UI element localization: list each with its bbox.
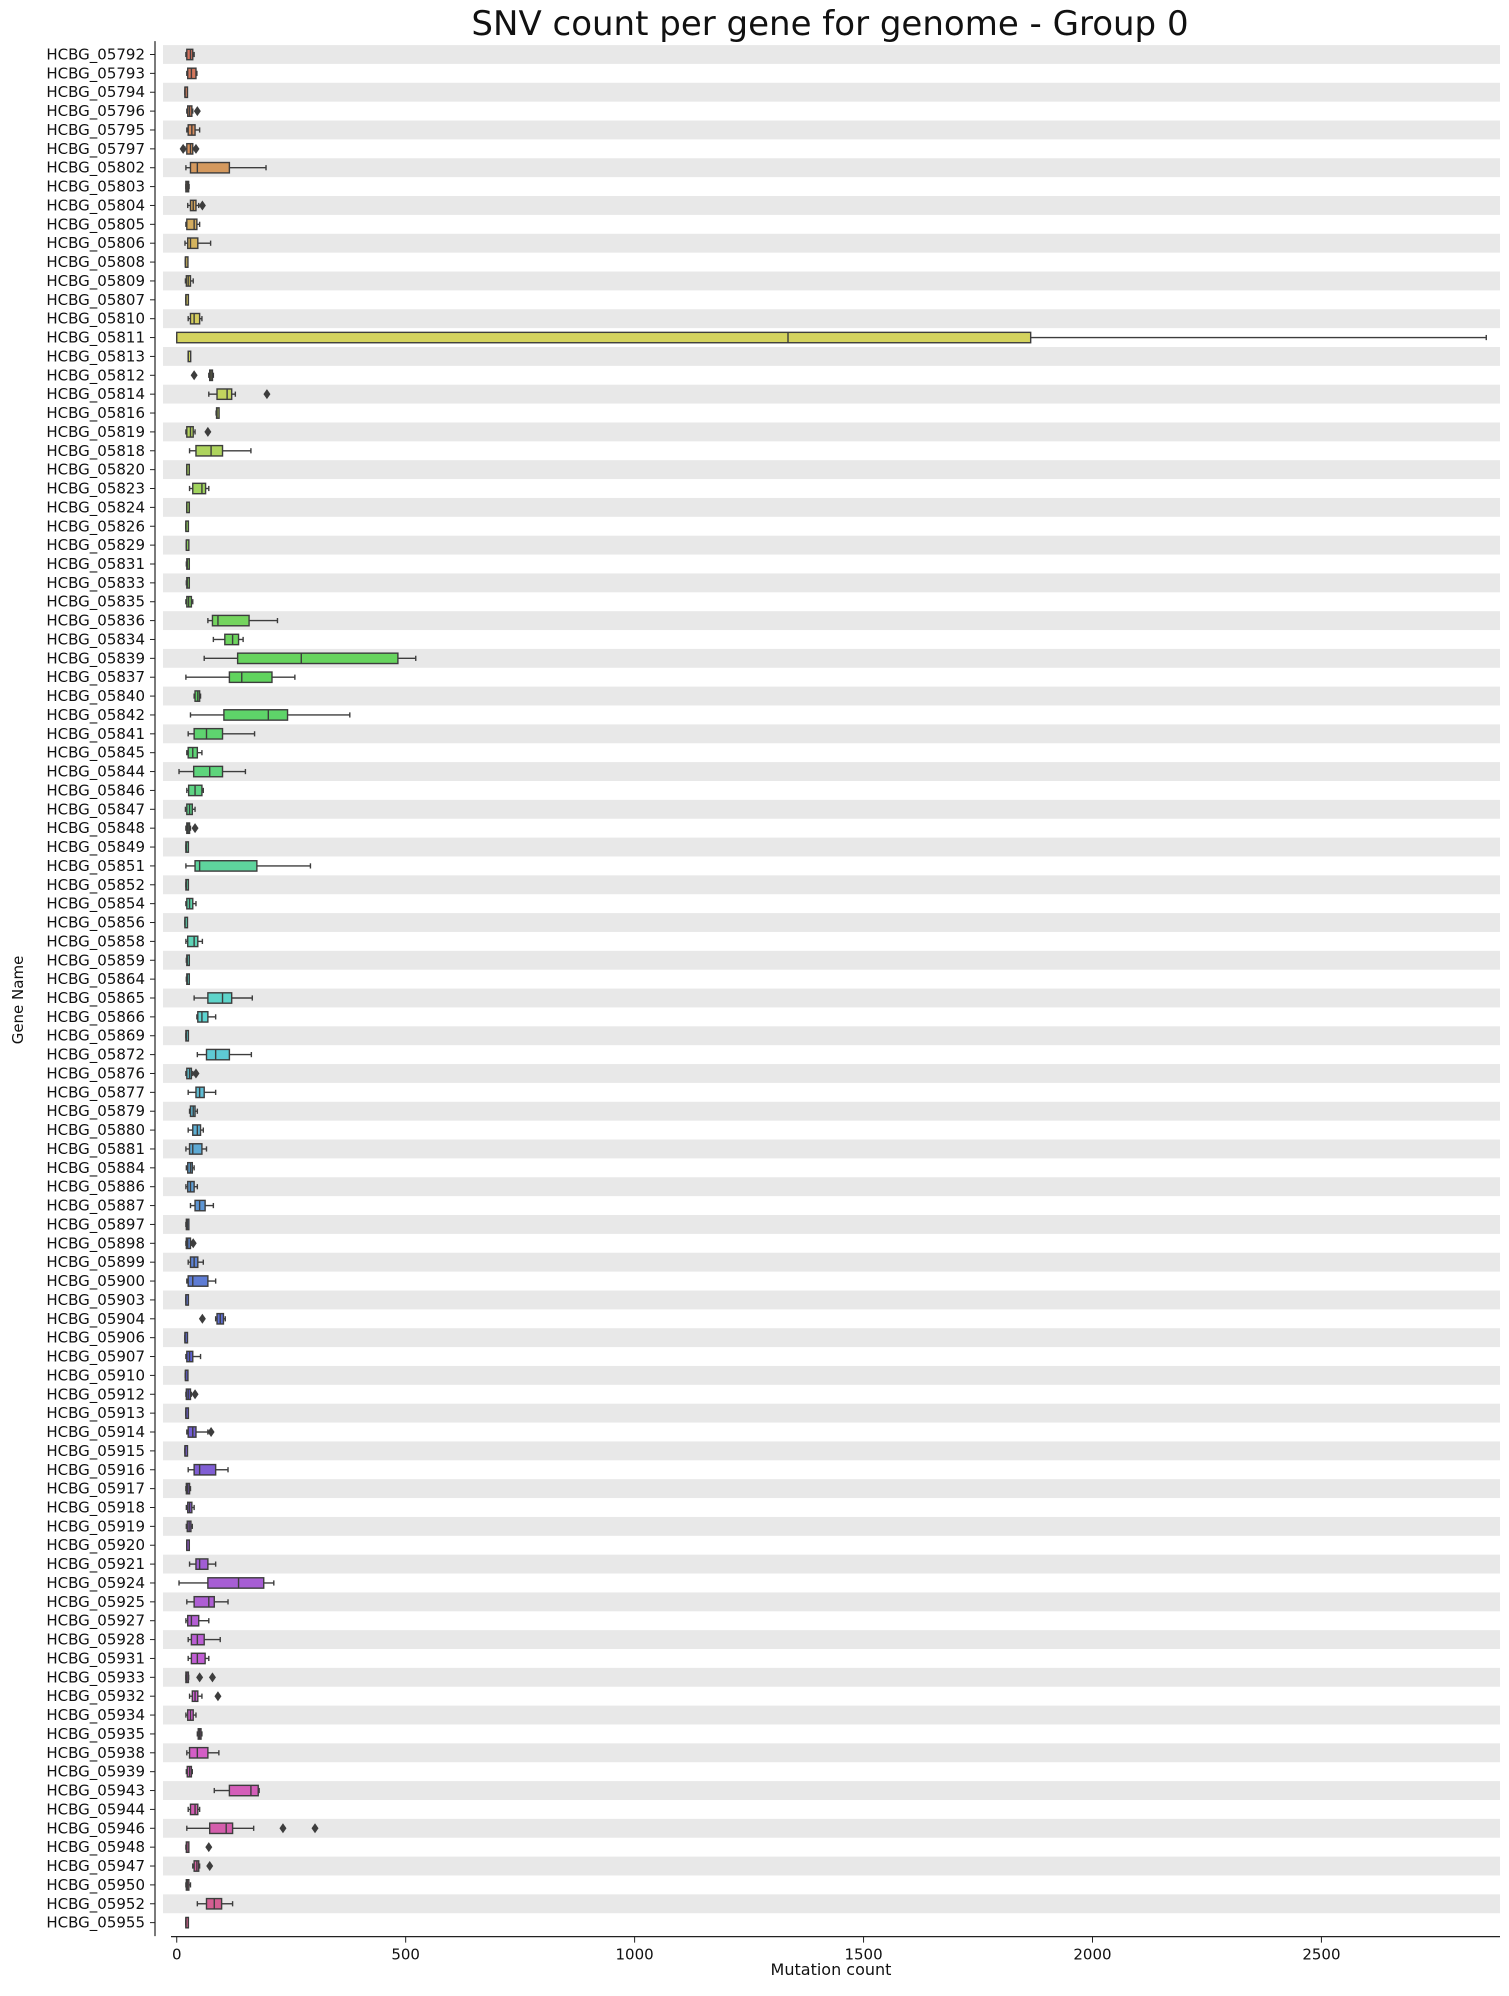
y-tick-label: HCBG_05900 [46,1272,145,1291]
gene-box [190,1200,213,1210]
iqr-box [191,1653,205,1663]
y-tick-label: HCBG_05887 [46,1196,145,1215]
y-tick-label: HCBG_05831 [46,554,145,573]
y-tick-label: HCBG_05805 [46,215,145,234]
y-tick-label: HCBG_05946 [46,1819,145,1838]
y-tick-label: HCBG_05903 [46,1290,145,1309]
gene-box [186,823,199,833]
y-tick-label: HCBG_05916 [46,1460,145,1479]
gene-box [186,974,189,984]
iqr-box [190,1804,197,1814]
outlier-point [194,106,201,116]
gene-box [185,1446,188,1456]
y-tick-label: HCBG_05841 [46,724,145,743]
y-tick-label: HCBG_05924 [46,1573,145,1592]
y-tick-label: HCBG_05864 [46,970,145,989]
outlier-point [208,1427,215,1437]
y-tick-label: HCBG_05928 [46,1630,145,1649]
y-tick-label: HCBG_05950 [46,1875,145,1894]
iqr-box [188,1616,199,1626]
y-tick-label: HCBG_05919 [46,1517,145,1536]
y-tick-label: HCBG_05910 [46,1366,145,1385]
gene-box [186,1521,192,1531]
gene-box [180,144,200,154]
y-tick-label: HCBG_05794 [46,83,145,102]
y-tick-label: HCBG_05844 [46,762,145,781]
y-tick-label: HCBG_05948 [46,1838,145,1857]
outlier-point [214,1691,221,1701]
y-tick-label: HCBG_05876 [46,1064,145,1083]
row-stripe [163,838,1500,857]
gene-box [187,1540,190,1550]
outlier-point [199,1314,206,1324]
gene-box [190,710,349,720]
row-stripe [163,573,1500,592]
y-tick-label: HCBG_05797 [46,139,145,158]
row-stripe [163,1328,1500,1347]
row-stripe [163,1064,1500,1083]
y-tick-label: HCBG_05872 [46,1045,145,1064]
outlier-point [191,370,198,380]
x-tick-label: 500 [391,1945,420,1964]
row-stripe [163,875,1500,894]
gene-box [186,842,189,852]
y-tick-label: HCBG_05955 [46,1913,145,1932]
y-tick-label: HCBG_05845 [46,743,145,762]
y-tick-label: HCBG_05839 [46,649,145,668]
y-tick-label: HCBG_05913 [46,1404,145,1423]
gene-box [188,1087,215,1097]
y-tick-label: HCBG_05932 [46,1687,145,1706]
x-tick-label: 1500 [844,1945,883,1964]
y-tick-label: HCBG_05927 [46,1611,145,1630]
row-stripe [163,1404,1500,1423]
y-tick-label: HCBG_05820 [46,460,145,479]
row-stripes [163,45,1500,1913]
row-stripe [163,989,1500,1008]
y-tick-label: HCBG_05834 [46,630,145,649]
y-tick-label: HCBG_05952 [46,1894,145,1913]
iqr-box [190,1748,208,1758]
gene-box [186,559,189,569]
iqr-box [188,1276,208,1286]
y-tick-label: HCBG_05840 [46,687,145,706]
y-tick-label: HCBG_05939 [46,1762,145,1781]
iqr-box [225,634,239,644]
row-stripe [163,1592,1500,1611]
y-tick-label: HCBG_05833 [46,573,145,592]
y-tick-label: HCBG_05848 [46,819,145,838]
y-tick-label: HCBG_05811 [46,328,145,347]
iqr-box [208,1578,264,1588]
iqr-box [190,1144,202,1154]
row-stripe [163,272,1500,291]
gene-box [186,955,189,965]
y-tick-label: HCBG_05807 [46,290,145,309]
iqr-box [198,1012,208,1022]
y-tick-label: HCBG_05920 [46,1536,145,1555]
row-stripe [163,83,1500,102]
y-tick-label: HCBG_05842 [46,705,145,724]
gene-box [177,332,1487,342]
gene-box [186,1616,209,1626]
y-tick-label: HCBG_05884 [46,1158,145,1177]
row-stripe [163,1102,1500,1121]
gene-box [186,672,295,682]
row-stripe [163,1177,1500,1196]
row-stripe [163,1857,1500,1876]
y-tick-label: HCBG_05915 [46,1441,145,1460]
y-tick-label: HCBG_05829 [46,536,145,555]
gene-box [186,181,189,191]
y-tick-label: HCBG_05865 [46,989,145,1007]
y-tick-label: HCBG_05793 [46,64,145,83]
iqr-box [188,936,198,946]
iqr-box [194,1597,214,1607]
gene-box [188,1465,228,1475]
gene-box [186,540,189,550]
y-tick-label: HCBG_05918 [46,1498,145,1517]
gene-box [186,1842,212,1852]
y-tick-label: HCBG_05792 [46,45,145,64]
row-stripe [163,1668,1500,1687]
row-stripe [163,347,1500,366]
y-tick-label: HCBG_05796 [46,102,145,121]
gene-box [185,1332,188,1342]
row-stripe [163,385,1500,404]
gene-box [197,1729,202,1739]
x-tick-label: 0 [171,1945,182,1964]
y-tick-label: HCBG_05856 [46,913,145,932]
row-stripe [163,309,1500,328]
y-tick-label: HCBG_05933 [46,1668,145,1687]
y-tick-label: HCBG_05859 [46,951,145,970]
row-stripe [163,1290,1500,1309]
y-tick-label: HCBG_05904 [46,1309,145,1328]
iqr-box [194,766,223,776]
gene-box [187,68,197,78]
row-stripe [163,1215,1500,1234]
iqr-box [196,1559,208,1569]
gene-box [186,1031,189,1041]
y-tick-label: HCBG_05808 [46,253,145,272]
y-tick-label: HCBG_05823 [46,479,145,498]
gene-box [186,1917,189,1927]
y-tick-label: HCBG_05877 [46,1083,145,1102]
y-tick-label: HCBG_05847 [46,800,145,819]
y-tick-label: HCBG_05899 [46,1253,145,1272]
y-tick-label: HCBG_05947 [46,1857,145,1876]
y-tick-label: HCBG_05846 [46,781,145,800]
row-stripe [163,1743,1500,1762]
y-tick-label: HCBG_05934 [46,1706,145,1725]
gene-box [187,106,201,116]
gene-box [188,1804,199,1814]
gene-box [187,502,190,512]
gene-box [186,1766,192,1776]
y-tick-label: HCBG_05810 [46,309,145,328]
iqr-box [187,219,197,229]
y-tick-label: HCBG_05869 [46,1026,145,1045]
iqr-box [224,710,288,720]
gene-box [186,295,189,305]
gene-box [188,313,202,323]
gene-box [187,785,203,795]
y-tick-label: HCBG_05818 [46,441,145,460]
outlier-point [192,144,199,154]
row-stripe [163,1026,1500,1045]
row-stripe [163,498,1500,517]
y-tick-label: HCBG_05826 [46,517,145,536]
iqr-box [208,993,232,1003]
y-axis [46,41,155,1936]
row-stripe [163,422,1500,441]
gene-box [194,691,200,701]
y-tick-label: HCBG_05836 [46,611,145,630]
gene-box [187,1427,215,1437]
y-tick-label: HCBG_05837 [46,668,145,687]
y-tick-label: HCBG_05906 [46,1328,145,1347]
row-stripe [163,1706,1500,1725]
gene-box [186,49,194,59]
gene-box [186,898,196,908]
iqr-box [194,1465,216,1475]
iqr-box [188,238,198,248]
y-tick-label: HCBG_05897 [46,1215,145,1234]
gene-box [186,1295,189,1305]
gene-box [186,1163,194,1173]
y-axis-label: Gene Name [9,955,27,1045]
row-stripe [163,1781,1500,1800]
gene-box [186,521,189,531]
row-stripe [163,460,1500,479]
iqr-box [190,163,229,173]
gene-box [185,917,188,927]
row-stripe [163,611,1500,630]
y-tick-label: HCBG_05898 [46,1234,145,1253]
gene-box [216,408,219,418]
iqr-box [206,1049,229,1059]
iqr-box [194,729,222,739]
y-tick-label: HCBG_05819 [46,422,145,441]
iqr-box [196,446,223,456]
y-tick-label: HCBG_05804 [46,196,145,215]
gene-box [197,1049,251,1059]
y-tick-label: HCBG_05881 [46,1139,145,1158]
gene-box [186,597,193,607]
gene-box [186,578,189,588]
gene-box [186,1880,191,1890]
gene-box [187,748,202,758]
y-tick-label: HCBG_05921 [46,1555,145,1574]
x-tick-label: 2000 [1073,1945,1112,1964]
y-tick-label: HCBG_05880 [46,1121,145,1140]
gene-box [187,1276,216,1286]
gene-box [186,1389,199,1399]
gene-box [197,1012,216,1022]
y-tick-label: HCBG_05854 [46,894,145,913]
gene-box [185,87,188,97]
iqr-box [229,672,272,682]
gene-box [185,257,188,267]
y-tick-label: HCBG_05852 [46,875,145,894]
y-tick-label: HCBG_05812 [46,366,145,385]
iqr-box [193,483,206,493]
iqr-box [195,861,257,871]
y-tick-label: HCBG_05944 [46,1800,145,1819]
gene-box [213,634,243,644]
row-stripe [163,234,1500,253]
row-stripe [163,687,1500,706]
gene-box [185,1370,188,1380]
row-stripe [163,1253,1500,1272]
row-stripe [163,951,1500,970]
outlier-point [180,144,187,154]
x-tick-label: 1000 [615,1945,654,1964]
iqr-box [190,313,199,323]
x-tick-label: 2500 [1302,1945,1341,1964]
outlier-point [205,1842,212,1852]
row-stripe [163,1555,1500,1574]
gene-box [190,483,209,493]
y-tick-label: HCBG_05931 [46,1649,145,1668]
gene-box [186,1483,191,1493]
y-tick-label: HCBG_05858 [46,932,145,951]
y-tick-label: HCBG_05813 [46,347,145,366]
gene-box [199,1314,225,1324]
row-stripe [163,1630,1500,1649]
y-tick-label: HCBG_05802 [46,158,145,177]
row-stripe [163,121,1500,140]
gene-box [188,1653,209,1663]
row-stripe [163,724,1500,743]
gene-box [179,1578,274,1588]
gene-box [186,1408,189,1418]
row-stripe [163,158,1500,177]
gene-box [188,351,191,361]
row-stripe [163,1140,1500,1159]
gene-box [186,219,200,229]
y-tick-label: HCBG_05943 [46,1781,145,1800]
y-tick-label: HCBG_05914 [46,1423,145,1442]
y-tick-label: HCBG_05803 [46,177,145,196]
y-tick-label: HCBG_05938 [46,1743,145,1762]
y-tick-label: HCBG_05866 [46,1007,145,1026]
row-stripe [163,800,1500,819]
gene-box [191,370,214,380]
row-stripe [163,1894,1500,1913]
y-tick-label: HCBG_05806 [46,234,145,253]
y-tick-label: HCBG_05886 [46,1177,145,1196]
gene-box [190,1691,222,1701]
iqr-box [177,332,1031,342]
gene-box [188,1125,203,1135]
x-axis-label: Mutation count [770,1960,892,1979]
row-stripe [163,762,1500,781]
gene-box [186,936,202,946]
gene-box [187,464,190,474]
gene-box [190,446,251,456]
row-stripe [163,1441,1500,1460]
y-tick-label: HCBG_05935 [46,1724,145,1743]
y-tick-label: HCBG_05907 [46,1347,145,1366]
y-tick-label: HCBG_05879 [46,1102,145,1121]
iqr-box [238,653,398,663]
y-tick-label: HCBG_05917 [46,1479,145,1498]
gene-box [186,1351,201,1361]
y-tick-label: HCBG_05849 [46,838,145,857]
iqr-box [229,1785,258,1795]
y-tick-label: HCBG_05809 [46,271,145,290]
y-tick-label: HCBG_05925 [46,1592,145,1611]
y-tick-label: HCBG_05851 [46,856,145,875]
outlier-point [192,823,199,833]
outlier-point [192,1389,199,1399]
row-stripe [163,196,1500,215]
row-stripe [163,1517,1500,1536]
y-tick-label: HCBG_05814 [46,385,145,404]
row-stripe [163,45,1500,64]
x-axis [171,1937,1500,1964]
y-tick-label: HCBG_05795 [46,120,145,139]
gene-box [186,861,311,871]
gene-box [186,1238,197,1248]
row-stripe [163,1819,1500,1838]
row-stripe [163,913,1500,932]
row-stripe [163,1479,1500,1498]
y-tick-label: HCBG_05824 [46,498,145,517]
gene-box [186,1219,189,1229]
y-tick-label: HCBG_05816 [46,404,145,423]
iqr-box [217,389,232,399]
iqr-box [210,1823,233,1833]
gene-box [186,880,189,890]
gene-box [186,1502,194,1512]
y-tick-label: HCBG_05835 [46,592,145,611]
chart-title: SNV count per gene for genome - Group 0 [471,4,1189,44]
row-stripe [163,1366,1500,1385]
row-stripe [163,536,1500,555]
y-tick-label: HCBG_05912 [46,1385,145,1404]
